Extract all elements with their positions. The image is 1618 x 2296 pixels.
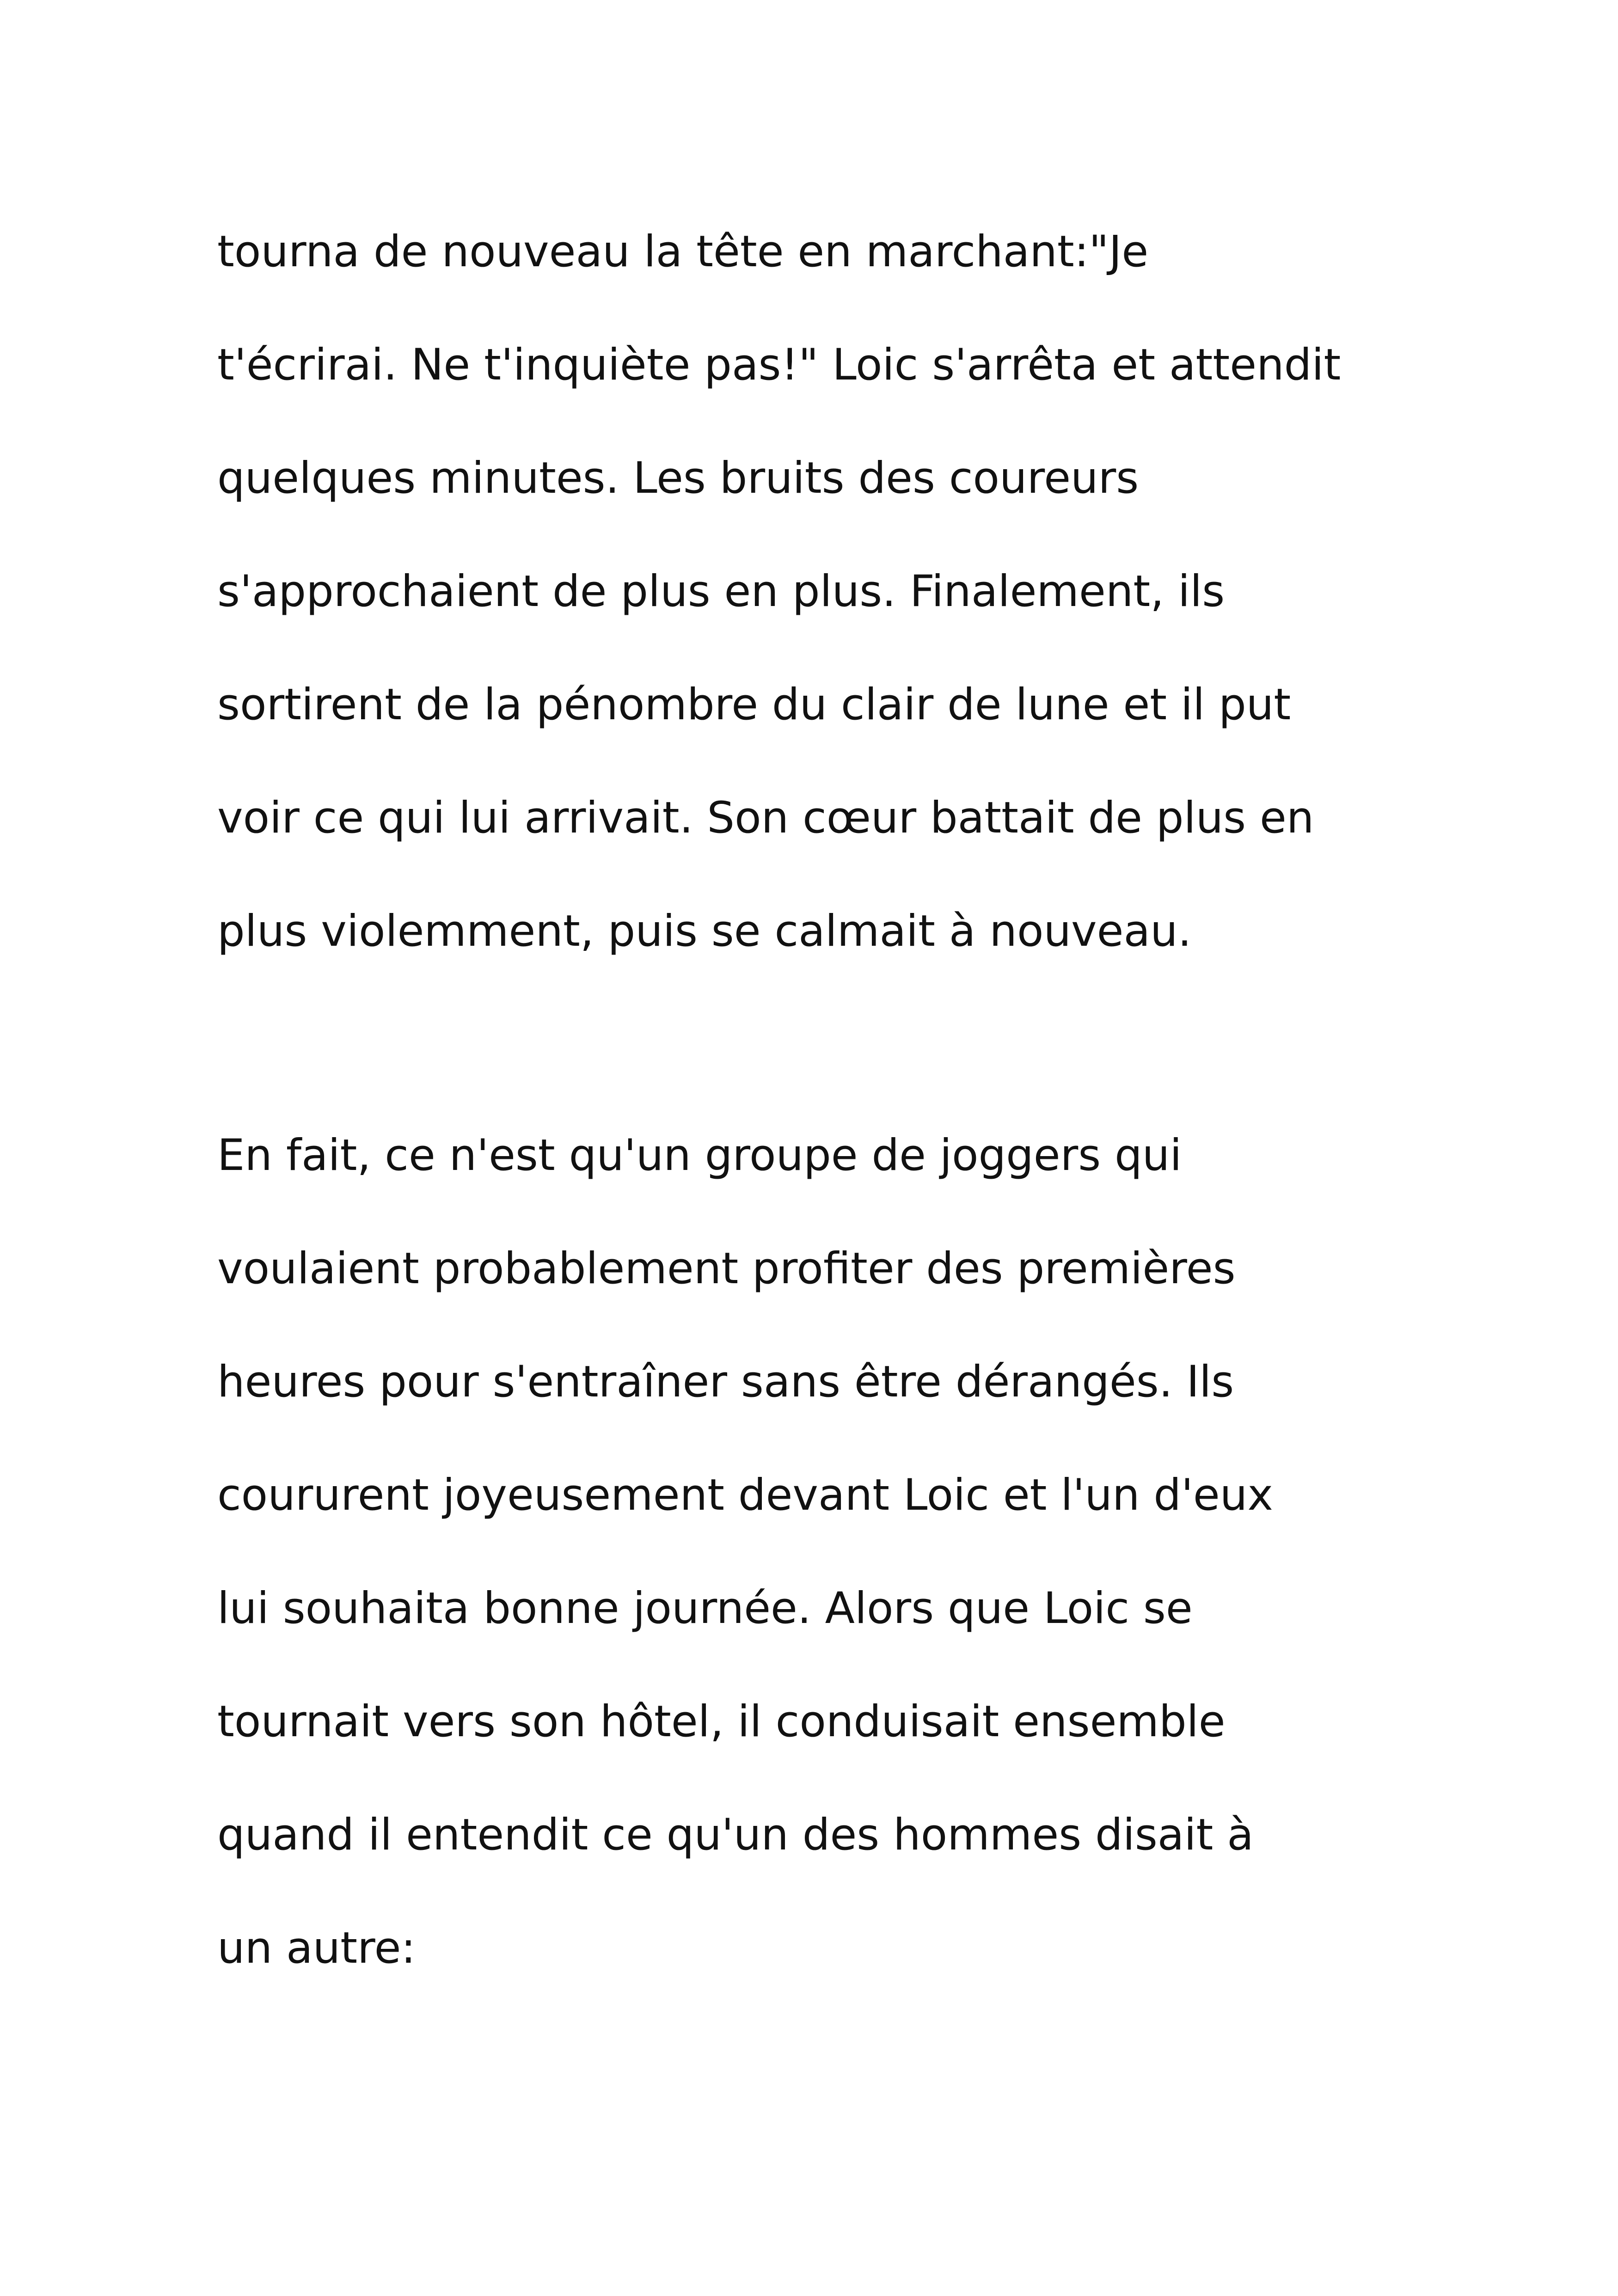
text-line: lui souhaita bonne journée. Alors que Loic se xyxy=(217,1583,1193,1634)
paragraph-1 xyxy=(217,195,1465,988)
text-line: plus violemment, puis se calmait à nouveau. xyxy=(217,906,1192,956)
text-line: quand il entendit ce qu'un des hommes disait à xyxy=(217,1810,1254,1860)
text-line: sortirent de la pénombre du clair de lune et il put xyxy=(217,680,1291,730)
text-line: s'approchaient de plus en plus. Finalement, ils xyxy=(217,566,1225,617)
text-line: tournait vers son hôtel, il conduisait ensemble xyxy=(217,1696,1226,1747)
text-line: un autre: xyxy=(217,1923,416,1973)
text-line: quelques minutes. Les bruits des coureurs xyxy=(217,453,1139,503)
text-line: coururent joyeusement devant Loic et l'un d'eux xyxy=(217,1470,1273,1520)
text-line: En fait, ce n'est qu'un groupe de joggers qui xyxy=(217,1130,1182,1181)
text-line: voulaient probablement profiter des premières xyxy=(217,1243,1236,1294)
text-line: t'écrirai. Ne t'inquiète pas!" Loic s'arrêta et attendit xyxy=(217,340,1341,390)
paragraph-2 xyxy=(217,1099,1465,2005)
text-line: tourna de nouveau la tête en marchant:"Je xyxy=(217,227,1149,277)
text-line: voir ce qui lui arrivait. Son cœur battait de plus en xyxy=(217,793,1314,843)
text-line: heures pour s'entraîner sans être dérangés. Ils xyxy=(217,1357,1234,1407)
